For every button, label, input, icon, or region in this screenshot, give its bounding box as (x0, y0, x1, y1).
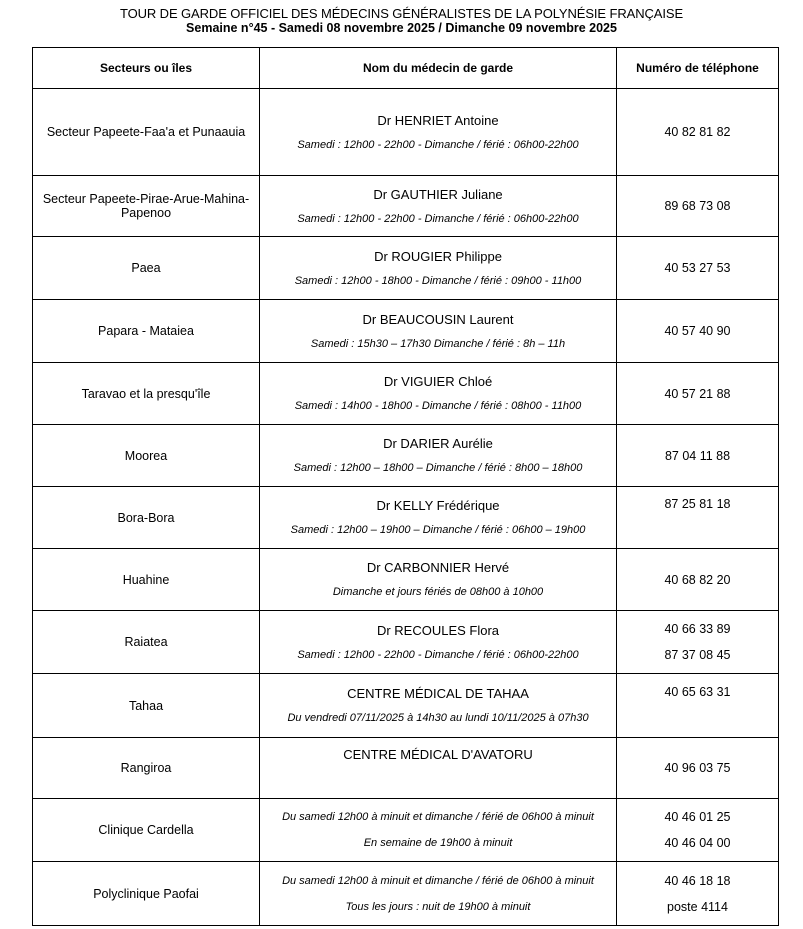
doctor-name: CENTRE MÉDICAL DE TAHAA (347, 686, 529, 701)
duty-hours: Samedi : 12h00 – 18h00 – Dimanche / férié : 8h00 – 18h00 (293, 462, 583, 474)
doctor-name: Dr KELLY Frédérique (376, 498, 500, 513)
sector-cell: Papara - Mataiea (33, 300, 260, 363)
phone-cell (617, 862, 779, 926)
duty-hours: Samedi : 12h00 – 19h00 – Dimanche / férié : 06h00 – 19h00 (290, 524, 586, 536)
phone-cell: 87 04 11 88 (617, 425, 779, 487)
duty-hours: Du vendredi 07/11/2025 à 14h30 au lundi 10/11/2025 à 07h30 (287, 712, 589, 724)
page-header (0, 0, 803, 36)
duty-roster-table (32, 47, 779, 926)
table-row (33, 487, 779, 549)
doctor-name: Dr VIGUIER Chloé (383, 374, 493, 389)
sector-cell: Tahaa (33, 674, 260, 738)
doctor-cell (260, 674, 617, 738)
duty-hours: Samedi : 14h00 - 18h00 - Dimanche / férié : 08h00 - 11h00 (294, 400, 582, 412)
doctor-cell (260, 799, 617, 862)
table-row (33, 176, 779, 237)
duty-hours: Samedi : 12h00 - 22h00 - Dimanche / férié : 06h00-22h00 (297, 648, 579, 661)
doctor-name: Dr RECOULES Flora (376, 622, 500, 638)
doctor-name: Dr GAUTHIER Juliane (373, 186, 503, 202)
phone-number-secondary: poste 4114 (667, 899, 728, 914)
table-row (33, 862, 779, 926)
phone-cell (617, 611, 779, 674)
phone-cell: 40 53 27 53 (617, 237, 779, 300)
phone-cell: 89 68 73 08 (617, 176, 779, 237)
doctor-cell (260, 176, 617, 237)
doctor-name: Dr CARBONNIER Hervé (366, 560, 510, 575)
table-row (33, 425, 779, 487)
table-header-row (33, 48, 779, 89)
phone-cell: 87 25 81 18 (617, 487, 779, 549)
page-subtitle: Semaine n°45 - Samedi 08 novembre 2025 / Dimanche 09 novembre 2025 (186, 21, 617, 35)
doctor-name: Dr ROUGIER Philippe (374, 248, 502, 264)
duty-hours: Samedi : 15h30 – 17h30 Dimanche / férié : 8h – 11h (310, 337, 566, 350)
duty-hours: Dimanche et jours fériés de 08h00 à 10h00 (332, 586, 544, 598)
column-header-phone: Numéro de téléphone (617, 48, 779, 89)
sector-cell: Bora-Bora (33, 487, 260, 549)
table-row (33, 363, 779, 425)
sector-cell: Taravao et la presqu'île (33, 363, 260, 425)
page-title: TOUR DE GARDE OFFICIEL DES MÉDECINS GÉNÉRALISTES DE LA POLYNÉSIE FRANÇAISE (119, 6, 684, 21)
column-header-doctor: Nom du médecin de garde (260, 48, 617, 89)
doctor-cell (260, 738, 617, 799)
duty-hours-secondary: Tous les jours : nuit de 19h00 à minuit (345, 900, 531, 913)
doctor-name: Dr HENRIET Antoine (377, 112, 499, 128)
doctor-cell (260, 549, 617, 611)
column-header-sector: Secteurs ou îles (33, 48, 260, 89)
phone-number-secondary: 87 37 08 45 (664, 648, 731, 662)
table-row (33, 799, 779, 862)
phone-cell (617, 799, 779, 862)
sector-cell: Huahine (33, 549, 260, 611)
doctor-cell (260, 487, 617, 549)
doctor-name: Dr DARIER Aurélie (383, 436, 493, 451)
phone-number: 40 46 01 25 (664, 810, 731, 824)
phone-number: 40 66 33 89 (664, 622, 731, 636)
phone-number-secondary: 40 46 04 00 (664, 836, 731, 850)
duty-hours: Du samedi 12h00 à minuit et dimanche / férié de 06h00 à minuit (282, 811, 594, 823)
doctor-cell (260, 89, 617, 176)
duty-hours-secondary: En semaine de 19h00 à minuit (363, 837, 513, 849)
sector-cell: Moorea (33, 425, 260, 487)
doctor-cell (260, 300, 617, 363)
table-row (33, 611, 779, 674)
duty-hours: Samedi : 12h00 - 22h00 - Dimanche / férié : 06h00-22h00 (297, 212, 579, 225)
doctor-cell (260, 363, 617, 425)
phone-number: 40 46 18 18 (664, 873, 731, 888)
phone-cell: 40 57 21 88 (617, 363, 779, 425)
phone-cell: 40 82 81 82 (617, 89, 779, 176)
table-row (33, 738, 779, 799)
sector-cell: Raiatea (33, 611, 260, 674)
sector-cell: Secteur Papeete-Pirae-Arue-Mahina-Papenoo (33, 176, 260, 237)
table-row (33, 89, 779, 176)
phone-cell: 40 96 03 75 (617, 738, 779, 799)
doctor-cell (260, 611, 617, 674)
doctor-cell (260, 425, 617, 487)
doctor-cell (260, 237, 617, 300)
duty-hours: Samedi : 12h00 - 18h00 - Dimanche / férié : 09h00 - 11h00 (294, 274, 582, 287)
sector-cell: Clinique Cardella (33, 799, 260, 862)
duty-hours: Du samedi 12h00 à minuit et dimanche / férié de 06h00 à minuit (282, 874, 594, 887)
sector-cell: Rangiroa (33, 738, 260, 799)
doctor-name: Dr BEAUCOUSIN Laurent (362, 311, 514, 327)
duty-hours: Samedi : 12h00 - 22h00 - Dimanche / férié : 06h00-22h00 (297, 138, 579, 151)
sector-cell: Secteur Papeete-Faa'a et Punaauia (33, 89, 260, 176)
sector-cell: Polyclinique Paofai (33, 862, 260, 926)
doctor-name: CENTRE MÉDICAL D'AVATORU (343, 747, 533, 762)
phone-cell: 40 65 63 31 (617, 674, 779, 738)
table-row (33, 549, 779, 611)
table-row (33, 237, 779, 300)
table-row (33, 300, 779, 363)
doctor-cell (260, 862, 617, 926)
phone-cell: 40 57 40 90 (617, 300, 779, 363)
sector-cell: Paea (33, 237, 260, 300)
table-row (33, 674, 779, 738)
phone-cell: 40 68 82 20 (617, 549, 779, 611)
